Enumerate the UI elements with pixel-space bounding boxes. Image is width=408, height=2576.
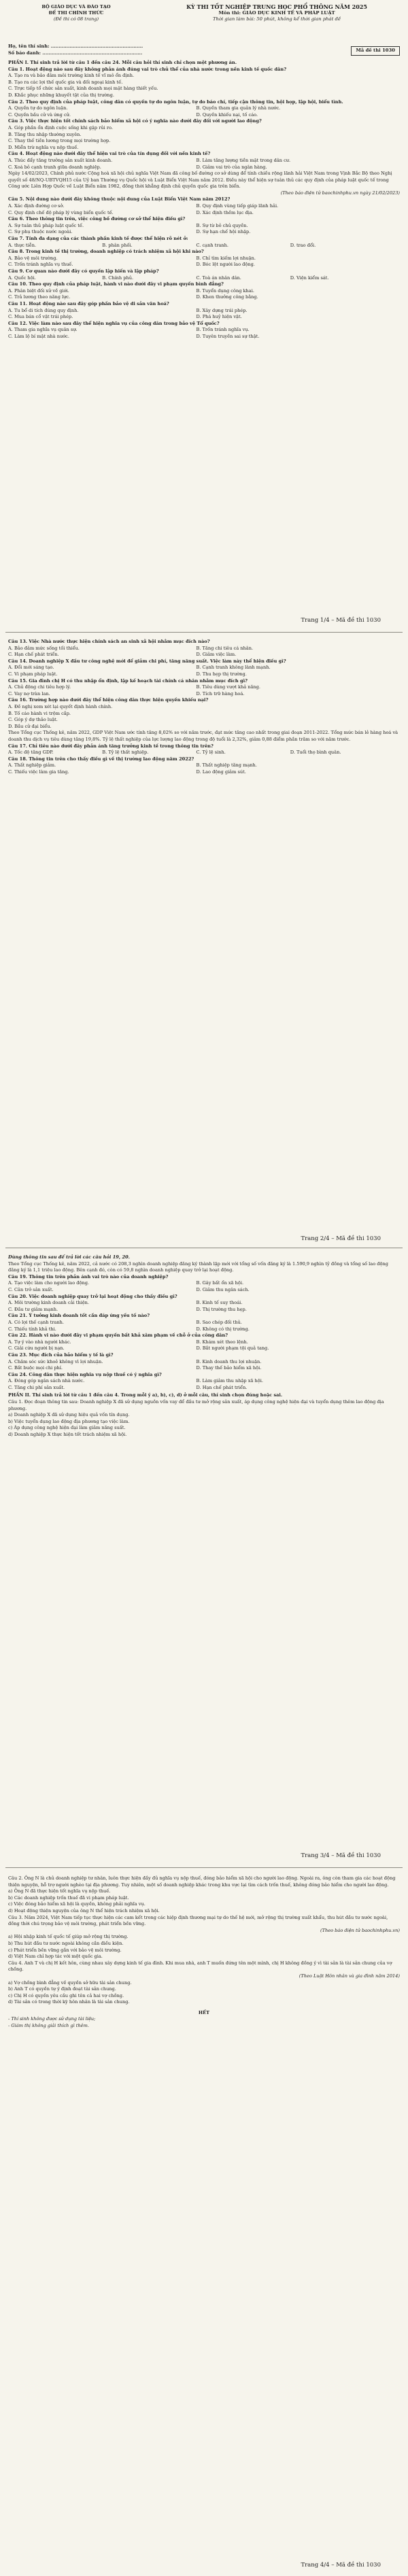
question-7: Câu 7. Tính đa dạng của các thành phần kinh tế được thể hiện rõ nét ở:: [8, 236, 188, 242]
question-19: Câu 19. Thông tin trên phản ánh vai trò nào của doanh nghiệp?: [8, 1273, 169, 1280]
question-1-option-a: A. Tạo ra và bảo đảm môi trường kinh tế vĩ mô ổn định.: [8, 73, 135, 79]
question-8-options: [8, 255, 400, 268]
part-2-question-4-source: (Theo Luật Hôn nhân và gia đình năm 2014): [299, 1973, 400, 1979]
question-15-option-c: C. Vay nợ tràn lan.: [8, 690, 50, 696]
reading-3-intro: Dùng thông tin sau để trả lời các câu hỏi 19, 20.: [8, 1254, 130, 1260]
question-4-option-a: A. Thúc đẩy tăng trưởng sản xuất kinh doanh.: [8, 157, 113, 163]
question-20-option-b: B. Kinh tế suy thoái.: [196, 1300, 243, 1306]
question-3-option-a: A. Góp phần ổn định cuộc sống khi gặp rủi ro.: [8, 124, 113, 130]
question-12-option-d: D. Tuyên truyền sai sự thật.: [196, 333, 260, 339]
question-19-option-d: D. Giảm thu ngân sách.: [196, 1286, 250, 1292]
question-19-option-a: A. Tạo việc làm cho người lao động.: [8, 1280, 90, 1286]
reading-passage-1: Ngày 14/02/2023, Chính phủ nước Cộng hoà xã hội chủ nghĩa Việt Nam đã công bố đường cơ sở dùng để tính chiều rộng lãnh hải Việt Nam trong Vịnh Bắc Bộ theo Nghị quyết số 48/NQ-UBTVQH15 của Uỷ ban Thường vụ Quốc hội và Luật Biển Việt Nam năm 2012. Điều này thể hiện sự tuân thủ các quy định của pháp luật quốc tế trong Công ước Liên Hợp Quốc về Luật Biển năm 1982, đồng thời khẳng định chủ quyền quốc gia trên biển.: [8, 171, 392, 190]
part-2-question-1: Câu 1. Đọc đoạn thông tin sau: Doanh nghiệp X đã sử dụng nguồn vốn vay để đầu tư mở rộng sản xuất, áp dụng công nghệ hiện đại và tuyển dụng thêm lao động địa phương.: [8, 1399, 384, 1411]
header-right: [151, 4, 403, 22]
part-2-question-4: Câu 4. Anh T và chị H kết hôn, cùng nhau xây dựng kinh tế gia đình. Khi mua nhà, anh T muốn đứng tên một mình, chị H không đồng ý vì tài sản là tài sản chung của vợ chồng.: [8, 1960, 392, 1973]
page-1: [0, 4, 408, 340]
question-22: Câu 22. Hành vi nào dưới đây vi phạm quyền bất khả xâm phạm về chỗ ở của công dân?: [8, 1333, 228, 1339]
question-13: Câu 13. Việc Nhà nước thực hiện chính sách an sinh xã hội nhằm mục đích nào?: [8, 639, 210, 644]
part-2-question-3-source: (Theo báo điện tử baochinhphu.vn): [320, 1927, 400, 1933]
question-1: Câu 1. Hoạt động nào sau đây không phản ánh đúng vai trò chủ thể của nhà nước trong nền kinh tế quốc dân?: [8, 66, 287, 72]
page-4: [0, 1875, 408, 2030]
question-7-option-c: C. cạnh tranh.: [196, 242, 229, 248]
question-21-option-d: D. Không có thị trường.: [196, 1326, 250, 1332]
question-5-option-b: B. Quy định vùng tiếp giáp lãnh hải.: [196, 203, 279, 209]
question-17-option-d: D. Tuổi thọ bình quân.: [290, 749, 341, 756]
question-9-option-a: A. Quốc hội.: [8, 275, 36, 281]
question-22-option-a: A. Tự ý vào nhà người khác.: [8, 1339, 71, 1345]
question-6-option-a: A. Sự tuân thủ pháp luật quốc tế.: [8, 222, 84, 228]
question-21-option-c: C. Thiếu tính khả thi.: [8, 1326, 56, 1332]
question-7-option-a: A. thực tiễn.: [8, 242, 37, 248]
question-23: Câu 23. Mục đích của bảo hiểm y tế là gì?: [8, 1352, 114, 1358]
question-2-option-a: A. Quyền tự do ngôn luận.: [8, 105, 68, 111]
question-1-option-b: B. Tạo ra các lợi thế quốc gia và đối ngoại kinh tế.: [8, 79, 123, 85]
question-2-options: [8, 105, 400, 118]
question-18-options: [8, 762, 400, 775]
part-2-question-1-item-c: c) Áp dụng công nghệ hiện đại làm giảm năng suất.: [8, 1425, 126, 1431]
question-14: Câu 14. Doanh nghiệp X đầu tư công nghệ mới để giảm chi phí, tăng năng suất. Việc làm này thể hiện điều gì?: [8, 658, 286, 664]
question-3-option-b: B. Tăng thu nhập thường xuyên.: [8, 131, 82, 137]
question-21: Câu 21. Ý tưởng kinh doanh tốt cần đáp ứng yếu tố nào?: [8, 1313, 150, 1319]
part-2-question-1-item-a: a) Doanh nghiệp X đã sử dụng hiệu quả vốn tín dụng.: [8, 1412, 130, 1418]
question-11-option-b: B. Xây dựng trái phép.: [196, 307, 248, 313]
question-12: Câu 12. Việc làm nào sau đây thể hiện nghĩa vụ của công dân trong bảo vệ Tổ quốc?: [8, 320, 220, 326]
question-10-options: [8, 288, 400, 301]
question-12-options: [8, 327, 400, 340]
question-23-option-c: C. Bắt buộc mọi chi phí.: [8, 1365, 63, 1371]
question-19-options: [8, 1280, 400, 1293]
question-20: Câu 20. Việc doanh nghiệp quay trở lại hoạt động cho thấy điều gì?: [8, 1293, 177, 1299]
part-2-question-4-item-c: c) Chị H có quyền yêu cầu ghi tên cả hai vợ chồng.: [8, 1992, 124, 1998]
question-8: Câu 8. Trong kinh tế thị trường, doanh nghiệp có trách nhiệm xã hội khi nào?: [8, 249, 204, 255]
question-4: Câu 4. Hoạt động nào dưới đây thể hiện vai trò của tín dụng đối với nền kinh tế?: [8, 151, 211, 157]
question-15-option-b: B. Tiêu dùng vượt khả năng.: [196, 684, 260, 690]
reading-passage-3: Theo Tổng cục Thống kê, năm 2022, cả nước có 208,3 nghìn doanh nghiệp đăng ký thành lập mới với tổng số vốn đăng ký là 1.590,9 nghìn tỷ đồng và tổng số lao động đăng ký là 1,1 triệu lao động. Bên cạnh đó, còn có 59,8 nghìn doanh nghiệp quay trở lại hoạt động.: [8, 1260, 388, 1273]
part-2-question-2: Câu 2. Ông N là chủ doanh nghiệp tư nhân, luôn thực hiện đầy đủ nghĩa vụ nộp thuế, đóng bảo hiểm xã hội cho người lao động. Ngoài ra, ông còn tham gia các hoạt động thiện nguyện, hỗ trợ người nghèo tại địa phương. Tuy nhiên, một số doanh nghiệp khác trong khu vực lại tìm cách trốn thuế, không đóng bảo hiểm cho người lao động.: [8, 1875, 396, 1888]
question-14-option-b: B. Cạnh tranh không lành mạnh.: [196, 665, 271, 671]
note-no-materials: - Thí sinh không được sử dụng tài liệu;: [8, 2016, 96, 2022]
question-5-option-a: A. Xác định đường cơ sở.: [8, 203, 65, 209]
question-5-options: [8, 203, 400, 216]
question-14-option-d: D. Thu hẹp thị trường.: [196, 671, 247, 677]
question-5: Câu 5. Nội dung nào dưới đây không thuộc nội dung của Luật Biển Việt Nam năm 2012?: [8, 196, 231, 202]
question-15: Câu 15. Gia đình chị H có thu nhập ổn định, lập kế hoạch tài chính cá nhân nhằm mục đích gì?: [8, 677, 248, 684]
candidate-info: [8, 43, 400, 58]
question-7-options: [8, 243, 400, 249]
part-2-heading: PHẦN II. Thí sinh trả lời từ câu 1 đến câu 4. Trong mỗi ý a), b), c), d) ở mỗi câu, thí sinh chọn đúng hoặc sai.: [8, 1392, 283, 1398]
question-24-option-a: A. Đóng góp ngân sách nhà nước.: [8, 1378, 85, 1384]
part-2-question-1-item-b: b) Việc tuyển dụng lao động địa phương tạo việc làm.: [8, 1418, 130, 1424]
question-19-option-c: C. Cản trở sản xuất.: [8, 1286, 54, 1292]
question-16-option-a: A. Đề nghị xem xét lại quyết định hành chính.: [8, 703, 113, 709]
question-11-options: [8, 308, 400, 321]
question-12-option-b: B. Trốn tránh nghĩa vụ.: [196, 327, 250, 333]
question-4-option-d: D. Giảm vai trò của ngân hàng.: [196, 164, 267, 170]
question-10-option-b: B. Tuyển dụng công khai.: [196, 287, 254, 294]
question-24-options: [8, 1378, 400, 1391]
part-2-question-4-item-d: d) Tài sản có trong thời kỳ hôn nhân là tài sản chung.: [8, 1999, 130, 2005]
question-10-option-a: A. Phân biệt đối xử về giới.: [8, 287, 69, 294]
question-9: Câu 9. Cơ quan nào dưới đây có quyền lập hiến và lập pháp?: [8, 268, 159, 274]
question-3-option-c: C. Thay thế tiền lương trong mọi trường hợp.: [8, 138, 111, 144]
question-17-option-c: C. Tỷ lệ sinh.: [196, 749, 226, 756]
exam-header: [8, 4, 400, 43]
question-6: Câu 6. Theo thông tin trên, việc công bố đường cơ sở thể hiện điều gì?: [8, 216, 186, 222]
exam-title: KỲ THI TỐT NGHIỆP TRUNG HỌC PHỔ THÔNG NĂM 2025: [186, 3, 367, 10]
question-9-options: [8, 275, 400, 282]
part-2-question-3-item-c: c) Phát triển bền vững gắn với bảo vệ môi trường.: [8, 1947, 122, 1953]
reading-passage-2: Theo Tổng cục Thống kê, năm 2022, GDP Việt Nam ước tính tăng 8,02% so với năm trước, đạt mức tăng cao nhất trong giai đoạn 2011-2022. Tổng mức bán lẻ hàng hoá và doanh thu dịch vụ tiêu dùng tăng 19,8%. Tỷ lệ thất nghiệp của lực lượng lao động trong độ tuổi là 2,32%, giảm 0,88 điểm phần trăm so với năm trước.: [8, 730, 398, 742]
question-24-option-d: D. Hạn chế phát triển.: [196, 1384, 248, 1390]
question-14-option-c: C. Vi phạm pháp luật.: [8, 671, 58, 677]
part-2-question-4-item-b: b) Anh T có quyền tự ý định đoạt tài sản chung.: [8, 1986, 116, 1992]
question-1-option-d: D. Khắc phục những khuyết tật của thị trường.: [8, 92, 114, 98]
question-10-option-d: D. Khen thưởng công bằng.: [196, 294, 258, 300]
page-1-number: Trang 1/4 – Mã đề thi 1030: [301, 617, 381, 624]
question-5-option-c: C. Quy định chế độ pháp lý vùng biển quốc tế.: [8, 209, 114, 215]
question-24: Câu 24. Công dân thực hiện nghĩa vụ nộp thuế có ý nghĩa gì?: [8, 1371, 162, 1377]
question-8-option-b: B. Chỉ tìm kiếm lợi nhuận.: [196, 255, 256, 261]
question-3: Câu 3. Việc thực hiện tốt chính sách bảo hiểm xã hội có ý nghĩa nào dưới đây đối với người lao động?: [8, 118, 262, 124]
end-marker: HẾT: [198, 2009, 210, 2015]
question-23-option-d: D. Thay thế bảo hiểm xã hội.: [196, 1365, 262, 1371]
question-8-option-d: D. Bóc lột người lao động.: [196, 262, 255, 268]
question-22-options: [8, 1339, 400, 1352]
question-18-option-d: D. Lao động giảm sút.: [196, 769, 246, 775]
question-4-option-b: B. Làm tăng lượng tiền mặt trong dân cư.: [196, 157, 291, 163]
question-17-option-a: A. Tốc độ tăng GDP.: [8, 749, 54, 756]
part-2-question-1-item-d: d) Doanh nghiệp X thực hiện tốt trách nhiệm xã hội.: [8, 1432, 127, 1438]
question-11-option-a: A. Tu bổ di tích đúng quy định.: [8, 307, 79, 313]
question-9-option-d: D. Viện kiểm sát.: [290, 275, 329, 281]
page-3: [0, 1254, 408, 1439]
question-11-option-c: C. Mua bán cổ vật trái phép.: [8, 314, 73, 320]
question-22-option-b: B. Khám xét theo lệnh.: [196, 1339, 248, 1345]
question-17-option-b: B. Tỷ lệ thất nghiệp.: [102, 749, 149, 756]
question-18-option-b: B. Thất nghiệp tăng mạnh.: [196, 762, 257, 769]
question-16-option-c: C. Góp ý dự thảo luật.: [8, 717, 58, 723]
question-2: Câu 2. Theo quy định của pháp luật, công dân có quyền tự do ngôn luận, tự do báo chí, tiếp cận thông tin, hội họp, lập hội, biểu tình.: [8, 99, 343, 105]
question-5-option-d: D. Xác định thềm lục địa.: [196, 209, 254, 215]
question-8-option-c: C. Trốn tránh nghĩa vụ thuế.: [8, 262, 73, 268]
reading-source-1: (Theo báo điện tử baochinhphu.vn ngày 21/02/2023): [280, 190, 400, 196]
question-23-option-a: A. Chăm sóc sức khoẻ không vì lợi nhuận.: [8, 1358, 103, 1364]
question-11: Câu 11. Hoạt động nào sau đây góp phần bảo vệ di sản văn hoá?: [8, 300, 169, 306]
page-separator-3: [5, 1867, 403, 1868]
question-23-option-b: B. Kinh doanh thu lợi nhuận.: [196, 1358, 262, 1364]
question-23-options: [8, 1359, 400, 1372]
question-24-option-c: C. Tăng chi phí sản xuất.: [8, 1384, 65, 1390]
question-9-option-b: B. Chính phủ.: [102, 275, 134, 281]
question-21-option-b: B. Sao chép đối thủ.: [196, 1319, 242, 1325]
question-16-option-d: D. Bầu cử đại biểu.: [8, 723, 52, 729]
question-13-option-d: D. Giảm việc làm.: [196, 652, 237, 658]
question-19-option-b: B. Gây bất ổn xã hội.: [196, 1280, 244, 1286]
question-18-option-c: C. Thiếu việc làm gia tăng.: [8, 769, 69, 775]
question-22-option-c: C. Giải cứu người bị nạn.: [8, 1345, 65, 1352]
question-13-option-a: A. Bảo đảm mức sống tối thiểu.: [8, 645, 80, 651]
question-4-options: [8, 158, 400, 171]
question-14-options: [8, 665, 400, 677]
question-22-option-d: D. Bắt người phạm tội quả tang.: [196, 1345, 269, 1352]
official-label: ĐỀ THI CHÍNH THỨC: [48, 10, 104, 16]
question-20-option-c: C. Đầu tư giảm mạnh.: [8, 1306, 58, 1312]
part-2-question-3: Câu 3. Năm 2024, Việt Nam tiếp tục thực hiện các cam kết trong các hiệp định thương mại tự do thế hệ mới, mở rộng thị trường xuất khẩu, thu hút đầu tư nước ngoài, đồng thời chú trọng bảo vệ môi trường, phát triển bền vững.: [8, 1914, 388, 1927]
question-21-options: [8, 1320, 400, 1333]
question-16-option-b: B. Tố cáo hành vi trộm cắp.: [8, 710, 71, 716]
part-2-question-3-item-b: b) Thu hút đầu tư nước ngoài không cần điều kiện.: [8, 1940, 124, 1946]
question-2-option-c: C. Quyền bầu cử và ứng cử.: [8, 111, 71, 118]
question-11-option-d: D. Phá huỷ hiện vật.: [196, 314, 242, 320]
question-15-options: [8, 684, 400, 697]
header-left: [8, 4, 144, 22]
question-16: Câu 16. Trường hợp nào dưới đây thể hiện công dân thực hiện quyền khiếu nại?: [8, 697, 209, 703]
exam-subject: Môn thi: GIÁO DỤC KINH TẾ VÀ PHÁP LUẬT: [218, 10, 335, 16]
question-20-option-a: A. Môi trường kinh doanh cải thiện.: [8, 1300, 89, 1306]
question-6-option-d: D. Sự hạn chế hội nhập.: [196, 229, 251, 235]
page-4-number: Trang 4/4 – Mã đề thi 1030: [301, 2562, 381, 2569]
part-1-heading: PHẦN I. Thí sinh trả lời từ câu 1 đến câu 24. Mỗi câu hỏi thí sinh chỉ chọn một phương án.: [8, 60, 237, 65]
question-1-option-c: C. Trực tiếp tổ chức sản xuất, kinh doanh mọi mặt hàng thiết yếu.: [8, 86, 158, 92]
question-3-option-d: D. Miễn trừ nghĩa vụ nộp thuế.: [8, 144, 79, 150]
question-20-option-d: D. Thị trường thu hẹp.: [196, 1306, 247, 1312]
part-2-question-2-item-d: d) Hoạt động thiện nguyện của ông N thể hiện trách nhiệm xã hội.: [8, 1907, 160, 1913]
page-2: [0, 639, 408, 775]
question-17-options: [8, 749, 400, 756]
question-17: Câu 17. Chỉ tiêu nào dưới đây phản ánh tăng trưởng kinh tế trong thông tin trên?: [8, 743, 214, 749]
part-2-question-2-item-c: c) Việc đóng bảo hiểm xã hội là quyền, không phải nghĩa vụ.: [8, 1901, 146, 1907]
question-6-options: [8, 223, 400, 236]
question-21-option-a: A. Có lợi thế cạnh tranh.: [8, 1319, 64, 1325]
question-8-option-a: A. Bảo vệ môi trường.: [8, 255, 58, 261]
part-2-question-4-item-a: a) Vợ chồng bình đẳng về quyền sở hữu tài sản chung.: [8, 1979, 132, 1986]
question-7-option-d: D. trao đổi.: [290, 242, 316, 248]
question-13-options: [8, 646, 400, 658]
part-2-question-2-item-a: a) Ông N đã thực hiện tốt nghĩa vụ nộp thuế.: [8, 1888, 111, 1894]
part-2-question-3-item-a: a) Hội nhập kinh tế quốc tế giúp mở rộng thị trường.: [8, 1934, 129, 1940]
question-15-option-d: D. Tích trữ hàng hoá.: [196, 690, 245, 696]
page-count: (Đề thi có 08 trang): [53, 16, 99, 22]
question-18: Câu 18. Thông tin trên cho thấy điều gì về thị trường lao động năm 2022?: [8, 756, 194, 762]
question-6-option-b: B. Sự từ bỏ chủ quyền.: [196, 222, 248, 228]
exam-code: Mã đề thi 1030: [351, 46, 400, 56]
question-10: Câu 10. Theo quy định của pháp luật, hành vi nào dưới đây vi phạm quyền bình đẳng?: [8, 281, 224, 287]
exam-time: Thời gian làm bài: 50 phút, không kể thời gian phát đề: [212, 16, 341, 22]
page-3-number: Trang 3/4 – Mã đề thi 1030: [301, 1852, 381, 1859]
part-2-question-2-item-b: b) Các doanh nghiệp trốn thuế đã vi phạm pháp luật.: [8, 1894, 129, 1901]
question-12-option-a: A. Tham gia nghĩa vụ quân sự.: [8, 327, 78, 333]
ministry-name: BỘ GIÁO DỤC VÀ ĐÀO TẠO: [41, 4, 111, 10]
question-15-option-a: A. Chủ động chi tiêu hợp lý.: [8, 684, 71, 690]
question-2-option-b: B. Quyền tham gia quản lý nhà nước.: [196, 105, 281, 111]
question-18-option-a: A. Thất nghiệp giảm.: [8, 762, 56, 769]
part-2-question-3-item-d: d) Việt Nam chỉ hợp tác với một quốc gia.: [8, 1954, 103, 1960]
question-4-option-c: C. Xoá bỏ cạnh tranh giữa doanh nghiệp.: [8, 164, 101, 170]
question-2-option-d: D. Quyền khiếu nại, tố cáo.: [196, 111, 258, 118]
question-9-option-c: C. Toà án nhân dân.: [196, 275, 241, 281]
question-13-option-c: C. Hạn chế phát triển.: [8, 652, 59, 658]
page-2-number: Trang 2/4 – Mã đề thi 1030: [301, 1235, 381, 1242]
question-20-options: [8, 1300, 400, 1313]
question-14-option-a: A. Đổi mới sáng tạo.: [8, 665, 54, 671]
question-13-option-b: B. Tăng chi tiêu cá nhân.: [196, 645, 254, 651]
question-12-option-c: C. Làm lộ bí mật nhà nước.: [8, 333, 69, 339]
candidate-name-line: Họ, tên thí sinh: ...........................................................: [8, 43, 143, 49]
question-7-option-b: B. phân phối.: [102, 242, 133, 248]
page-separator-1: [5, 632, 403, 633]
question-24-option-b: B. Làm giảm thu nhập xã hội.: [196, 1378, 263, 1384]
question-10-option-c: C. Trả lương theo năng lực.: [8, 294, 71, 300]
question-6-option-c: C. Sự phụ thuộc nước ngoài.: [8, 229, 73, 235]
candidate-id-line: Số báo danh: ................................................................: [8, 50, 143, 56]
note-no-explanation: - Giám thị không giải thích gì thêm.: [8, 2023, 89, 2029]
